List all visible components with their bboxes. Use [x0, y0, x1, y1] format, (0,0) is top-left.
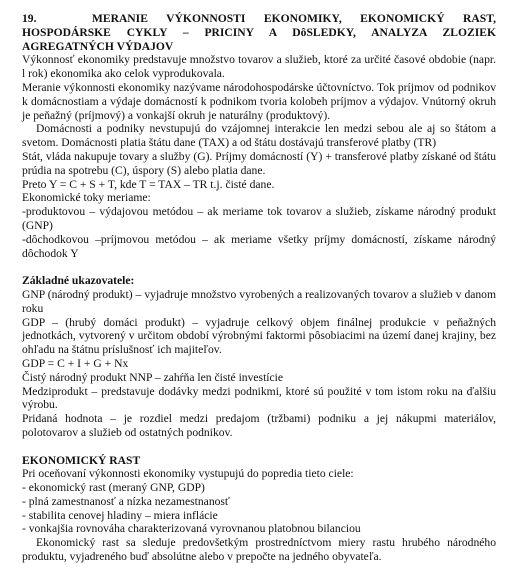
- section-heading: [22, 12, 496, 53]
- indicator-paragraph: GDP – (hrubý domáci produkt) – vyjadruje celkový objem finálnej produkcie v peňažných jednotkách, vytvorený v určitom období výrobnými faktormi pôsobiacimi na území danej krajiny, bez ohľadu na štátnu príslušnosť ich majiteľov.: [22, 315, 496, 357]
- growth-paragraph: - stabilita cenovej hladiny – miera inflácie: [22, 508, 218, 522]
- growth-paragraph: - plná zamestnanosť a nízka nezamestnanosť: [22, 494, 230, 508]
- indicators-heading: Základné ukazovatele:: [22, 274, 135, 288]
- indicator-paragraph: GDP = C + I + G + Nx: [22, 356, 129, 370]
- section-number: 19.: [22, 12, 37, 25]
- growth-paragraph: - ekonomický rast (meraný GNP, GDP): [22, 481, 205, 495]
- indicators-block: [22, 274, 496, 440]
- intro-paragraph: -dôchodkovou –príjmovou metódou – ak meriame všetky príjmy domácností, získame národný dôchodok Y: [22, 232, 496, 260]
- intro-block: [22, 53, 496, 260]
- growth-paragraph: Pri oceňovaní výkonnosti ekonomiky vystupujú do popredia tieto ciele:: [22, 467, 354, 481]
- heading-line-3: AGREGATNÝCH VÝDAJOV: [22, 39, 174, 53]
- indicator-paragraph: Čistý národný produkt NNP – zahŕňa len čisté investície: [22, 370, 284, 384]
- growth-heading: EKONOMICKÝ RAST: [22, 453, 141, 467]
- intro-paragraph: -produktovou – výdajovou metódou – ak meriame tok tovarov a služieb, získame národný produkt (GNP): [22, 205, 496, 232]
- intro-paragraph: Ekonomické toky meriame:: [22, 191, 151, 205]
- heading-line-2: HOSPODÁRSKE CYKLY – PRICINY A DôSLEDKY, ANALYZA ZLOZIEK: [22, 25, 496, 39]
- intro-paragraph: Stát, vláda nakupuje tovary a služby (G). Príjmy domácností (Y) + transferové platby získané od štátu prúdia na spotrebu (C), úspory (S) alebo platia dane.: [22, 149, 496, 177]
- indicator-paragraph: Pridaná hodnota – je rozdiel medzi predajom (tržbami) podniku a jej nákupmi materiálov, polotovarov a služieb od ostatných podnikov.: [22, 412, 496, 439]
- indicator-paragraph: GNP (národný produkt) – vyjadruje množstvo vyrobených a realizovaných tovarov a služieb v danom roku: [22, 287, 496, 315]
- intro-paragraph: Výkonnosť ekonomiky predstavuje množstvo tovarov a služieb, ktoré za určité časové obdobie (napr. l rok) ekonomika ako celok vyprodukovala.: [22, 53, 496, 81]
- heading-line-1: [22, 12, 496, 26]
- intro-paragraph: Domácnosti a podniky nevstupujú do vzájomnej interakcie len medzi sebou ale aj so štátom a svetom. Domácnosti platia štátu dane (TAX) a od štátu dostávajú transferové platby (TR): [22, 122, 496, 150]
- growth-block: [22, 454, 496, 564]
- spacer: [22, 260, 496, 274]
- intro-paragraph: Preto Y = C + S + T, kde T = TAX – TR t.j. čisté dane.: [22, 177, 275, 191]
- indicator-paragraph: Medziprodukt – predstavuje dodávky medzi podnikmi, ktoré sú použité v tom istom roku na ďalšiu výrobu.: [22, 384, 496, 412]
- growth-paragraph: Ekonomický rast sa sleduje predovšetkým prostredníctvom miery rastu hrubého národného produktu, vyjadreného buď absolútne alebo v prepočte na jedného obyvateľa.: [22, 536, 496, 564]
- spacer: [22, 440, 496, 454]
- growth-paragraph: - vonkajšia rovnováha charakterizovaná vyrovnanou platobnou bilanciou: [22, 522, 361, 536]
- intro-paragraph: Meranie výkonnosti ekonomiky nazývame národohospodárske účtovníctvo. Tok príjmov od podnikov k domácnostiam a výdaje domácností k podnikom tvoria kolobeh príjmov a výdajov. Vnútorný okruh je peňažný (príjmový) a vonkajší okruh je naturálny (produktový).: [22, 80, 496, 122]
- heading-text-1: MERANIE VÝKONNOSTI EKONOMIKY, EKONOMICKÝ RAST,: [91, 12, 496, 25]
